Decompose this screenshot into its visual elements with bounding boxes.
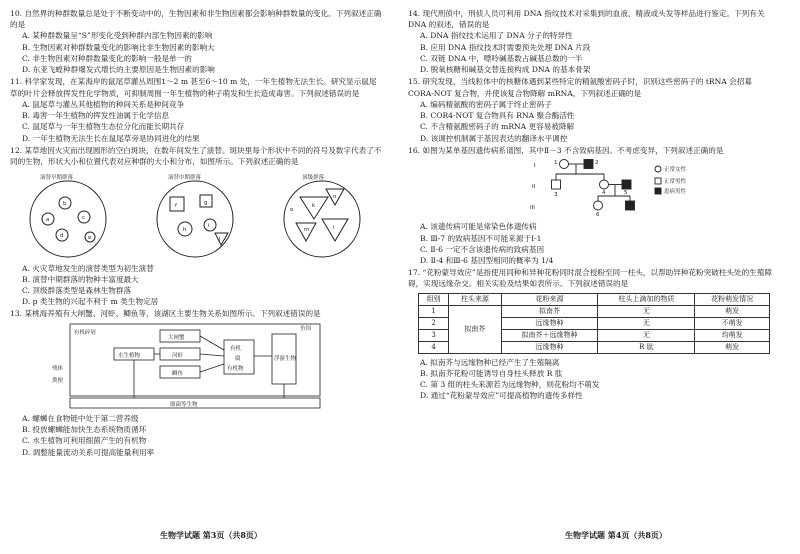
page-footer: 生物学试题 第4页（共8页） <box>565 530 667 541</box>
option-b: B. 生物因素对种群数量变化的影响比非生物因素的影响大 <box>22 42 215 52</box>
option-b: B. 投放螺蛳能加快生态系统物质循环 <box>22 425 147 435</box>
option-c: C. 第 3 组的柱头来源若为远缘物种，则花粉均不萌发 <box>420 380 600 390</box>
succession-figure <box>10 167 382 259</box>
table-cell: 萌发 <box>695 341 770 353</box>
option-a: A. 某种群数量呈“S”形变化受到种群内部生物因素的影响 <box>22 31 213 41</box>
option-d: D. 该调控机制属于基因表达的翻译水平调控 <box>420 133 568 143</box>
species-symbol: c <box>82 215 86 222</box>
table-header: 花粉来源 <box>501 293 598 305</box>
node-label: 腐 <box>235 355 241 362</box>
question-14 <box>408 8 780 75</box>
table-cell: 无 <box>598 317 695 329</box>
option-b: B. 演替中期群落的物种丰富度最大 <box>22 274 139 284</box>
question-stem: 17. “花粉蒙导效应”是指使用同种和异种花粉同时混合授粉至同一柱头，以帮助异种花粉突破柱头处的生殖障碍，实现远缘杂交。相关实验及结果如表所示。下列叙述错误的是 <box>408 268 772 289</box>
food-web-figure <box>10 320 382 410</box>
option-b: B. Ⅲ-7 的致病基因不可能来源于Ⅰ-1 <box>420 233 542 243</box>
node-label: 有机 <box>230 345 242 352</box>
option-d: D. p 类生物的兴起不利于 m 类生物定居 <box>22 297 159 307</box>
figure-label: 顶级群落 <box>302 175 325 182</box>
individual-number: 2 <box>595 160 599 167</box>
individual-number: 5 <box>624 190 628 197</box>
species-symbol: o <box>290 207 294 214</box>
question-17 <box>408 267 780 401</box>
individual-number: 6 <box>596 212 600 219</box>
pedigree-figure <box>408 156 780 218</box>
species-symbol: a <box>46 217 50 224</box>
question-stem: 10. 自然界的种群数量总是处于不断变动中的，生物因素和非生物因素都会影响种群数量的变化。下列叙述正确的是 <box>10 9 382 30</box>
question-11 <box>10 76 382 143</box>
individual-number: 3 <box>554 192 558 199</box>
option-a: A. 鼠尾草与灌丛其他植物的种间关系是种间竞争 <box>22 99 185 109</box>
option-d: D. 一年生植物无法生长在鼠尾草旁是协同进化的结果 <box>22 133 200 143</box>
species-symbol: h <box>183 227 187 234</box>
species-symbol: l <box>333 225 335 232</box>
option-d: D. 东亚飞蝗种群爆发式增长的主要原因是生物因素的影响 <box>22 65 215 75</box>
legend-label: 患病男性 <box>664 189 687 196</box>
table-cell: 拟南芥 <box>501 305 598 317</box>
option-c: C. 不含精氨酸密码子的 mRNA 更容易被降解 <box>420 122 575 132</box>
node-label: 有机物 <box>227 365 244 372</box>
table-cell: 3 <box>419 329 449 341</box>
page-footer: 生物学试题 第3页（共8页） <box>160 530 262 541</box>
table-cell: 均萌发 <box>695 329 770 341</box>
table-header: 柱头上滴加的物质 <box>598 293 695 305</box>
node-label: 浮游生物 <box>274 355 297 362</box>
table-header: 组别 <box>419 293 449 305</box>
table-header: 柱头来源 <box>449 293 501 305</box>
table-cell: 1 <box>419 305 449 317</box>
right-page <box>408 8 780 403</box>
option-b: B. 毒害一年生植物的挥发性油属于化学信息 <box>22 111 170 121</box>
legend-label: 正常男性 <box>664 179 687 186</box>
option-a: A. 编码精氨酸的密码子属于终止密码子 <box>420 99 552 109</box>
individual-number: 4 <box>602 190 606 197</box>
option-d: D. Ⅱ-4 和Ⅲ-6 基因型相同的概率为 1/4 <box>420 255 554 265</box>
option-c: C. 非生物因素对种群数量变化的影响一般是单一的 <box>22 53 192 63</box>
species-symbol: b <box>63 201 67 208</box>
option-a: A. DNA 指纹技术运用了 DNA 分子的特异性 <box>420 31 573 41</box>
table-cell: 远缘物种 <box>501 341 598 353</box>
option-c: C. 鼠尾草与一年生植物生态位分化而能长期共存 <box>22 122 185 132</box>
generation-label: III <box>530 205 535 212</box>
node-label: 有机碎屑 <box>74 329 97 336</box>
generation-label: I <box>534 163 536 170</box>
option-c: C. Ⅱ-6 一定不含该遗传病的致病基因 <box>420 244 545 254</box>
node-label: 大闸蟹 <box>168 334 185 341</box>
question-stem: 11. 科学家发现，在某海岸的鼠尾草灌丛周围1～2 m 甚至6～10 m 处，一年生植物无法生长。研究显示鼠尾草的叶片会释放挥发性化学物质，可抑制周围一年生植物的种子萌发和生长造成毒害。下列叙述错误的是 <box>10 77 377 98</box>
question-12 <box>10 145 382 308</box>
question-stem: 15. 研究发现，当线粒体中的核糖体遇到某些特定的精氨酸密码子时，识别这些密码子的 tRNA 会招募 CORA-NOT 复合物，并使该复合物降解 mRNA。下列叙述正确的是 <box>408 77 752 98</box>
table-cell: 不萌发 <box>695 317 770 329</box>
figure-label: 演替中期群落 <box>168 175 202 182</box>
table-cell: 4 <box>419 341 449 353</box>
species-symbol: n <box>333 194 337 201</box>
node-label: 粪便 <box>52 377 64 384</box>
results-table <box>418 293 770 354</box>
individual-number: 1 <box>554 160 558 167</box>
option-b: B. 应用 DNA 指纹技术时需要预先处理 DNA 片段 <box>420 42 591 52</box>
species-symbol: m <box>304 227 310 234</box>
table-cell: 无 <box>598 329 695 341</box>
question-stem: 14. 现代刑侦中，刑侦人员可利用 DNA 指纹技术对采集到的血液、精液或头发等样品进行鉴定。下列有关 DNA 的叙述，错误的是 <box>408 9 765 30</box>
option-a: A. 螺蛳在食物链中处于第二营养级 <box>22 413 139 423</box>
option-a: A. 拟南芥与远缘物种已经产生了生殖隔离 <box>420 357 560 367</box>
node-label: 细菌等生物 <box>170 401 198 408</box>
question-16 <box>408 145 780 266</box>
node-label: 残体 <box>52 365 64 372</box>
table-header: 花粉萌发情况 <box>695 293 770 305</box>
species-symbol: i <box>208 223 210 230</box>
option-d: D. 通过“花粉蒙导效应”可提高植物的遗传多样性 <box>420 391 583 401</box>
species-symbol: k <box>312 203 316 210</box>
option-d: D. 脱氧核糖和碱基交替连接构成 DNA 的基本骨架 <box>420 65 591 75</box>
node-label: 鱼饲 <box>300 325 312 332</box>
species-symbol: f <box>175 203 177 210</box>
question-stem: 12. 某草地因火灾而出现圆形的空白斑块，在数年间发生了演替。斑块里每个形状中不同的符号及数字代表了不同的生物，形状大小和位置代表对应种群的大小和分布，如图所示。下列叙述正确的是 <box>10 145 382 167</box>
table-header-row <box>419 293 770 305</box>
question-13 <box>10 308 382 457</box>
option-b: B. COR4-NOT 复合物具有 RNA 聚合酶活性 <box>420 111 575 121</box>
node-label: 鲫鱼 <box>172 370 184 377</box>
generation-label: II <box>532 184 536 191</box>
option-a: A. 该遗传病可能是常染色体遗传病 <box>420 222 537 232</box>
option-b: B. 拟南芥花粉可能诱导自身柱头释放 R 肽 <box>420 368 563 378</box>
question-10 <box>10 8 382 75</box>
table-cell: R 肽 <box>598 341 695 353</box>
option-c: C. 双链 DNA 中，嘌呤碱基数占碱基总数的一半 <box>420 53 583 63</box>
option-a: A. 火灾草地发生的演替类型为初生演替 <box>22 263 154 273</box>
table-cell: 无 <box>598 305 695 317</box>
option-d: D. 调整能量流动关系可提高能量利用率 <box>22 447 155 457</box>
question-stem: 16. 如图为某单基因遗传病系谱图，其中Ⅱ－3 不含致病基因。不考虑变异，下列叙述正确的是 <box>408 145 724 155</box>
table-cell: 远缘物种 <box>501 317 598 329</box>
table-cell: 拟南芥＋远缘物种 <box>501 329 598 341</box>
species-symbol: j <box>219 236 221 243</box>
table-row <box>419 305 770 317</box>
table-cell: 萌发 <box>695 305 770 317</box>
figure-label: 演替早期群落 <box>40 175 74 182</box>
legend-label: 正常女性 <box>664 167 687 174</box>
species-symbol: e <box>88 235 92 242</box>
question-stem: 13. 某桃海养殖有大闸蟹、河虾、鲫鱼等，该湖区主要生物关系如图所示。下列叙述错误的是 <box>10 309 321 319</box>
option-c: C. 顶级群落类型是森林生物群落 <box>22 285 132 295</box>
species-symbol: d <box>60 233 64 240</box>
option-c: C. 水生植物可利用细菌产生的有机物 <box>22 436 147 446</box>
node-label: 水生植物 <box>118 352 141 359</box>
table-cell: 拟南芥 <box>449 305 501 353</box>
node-label: 河虾 <box>172 352 184 359</box>
species-symbol: g <box>204 200 208 207</box>
question-15 <box>408 76 780 143</box>
table-cell: 2 <box>419 317 449 329</box>
left-page <box>10 8 382 459</box>
